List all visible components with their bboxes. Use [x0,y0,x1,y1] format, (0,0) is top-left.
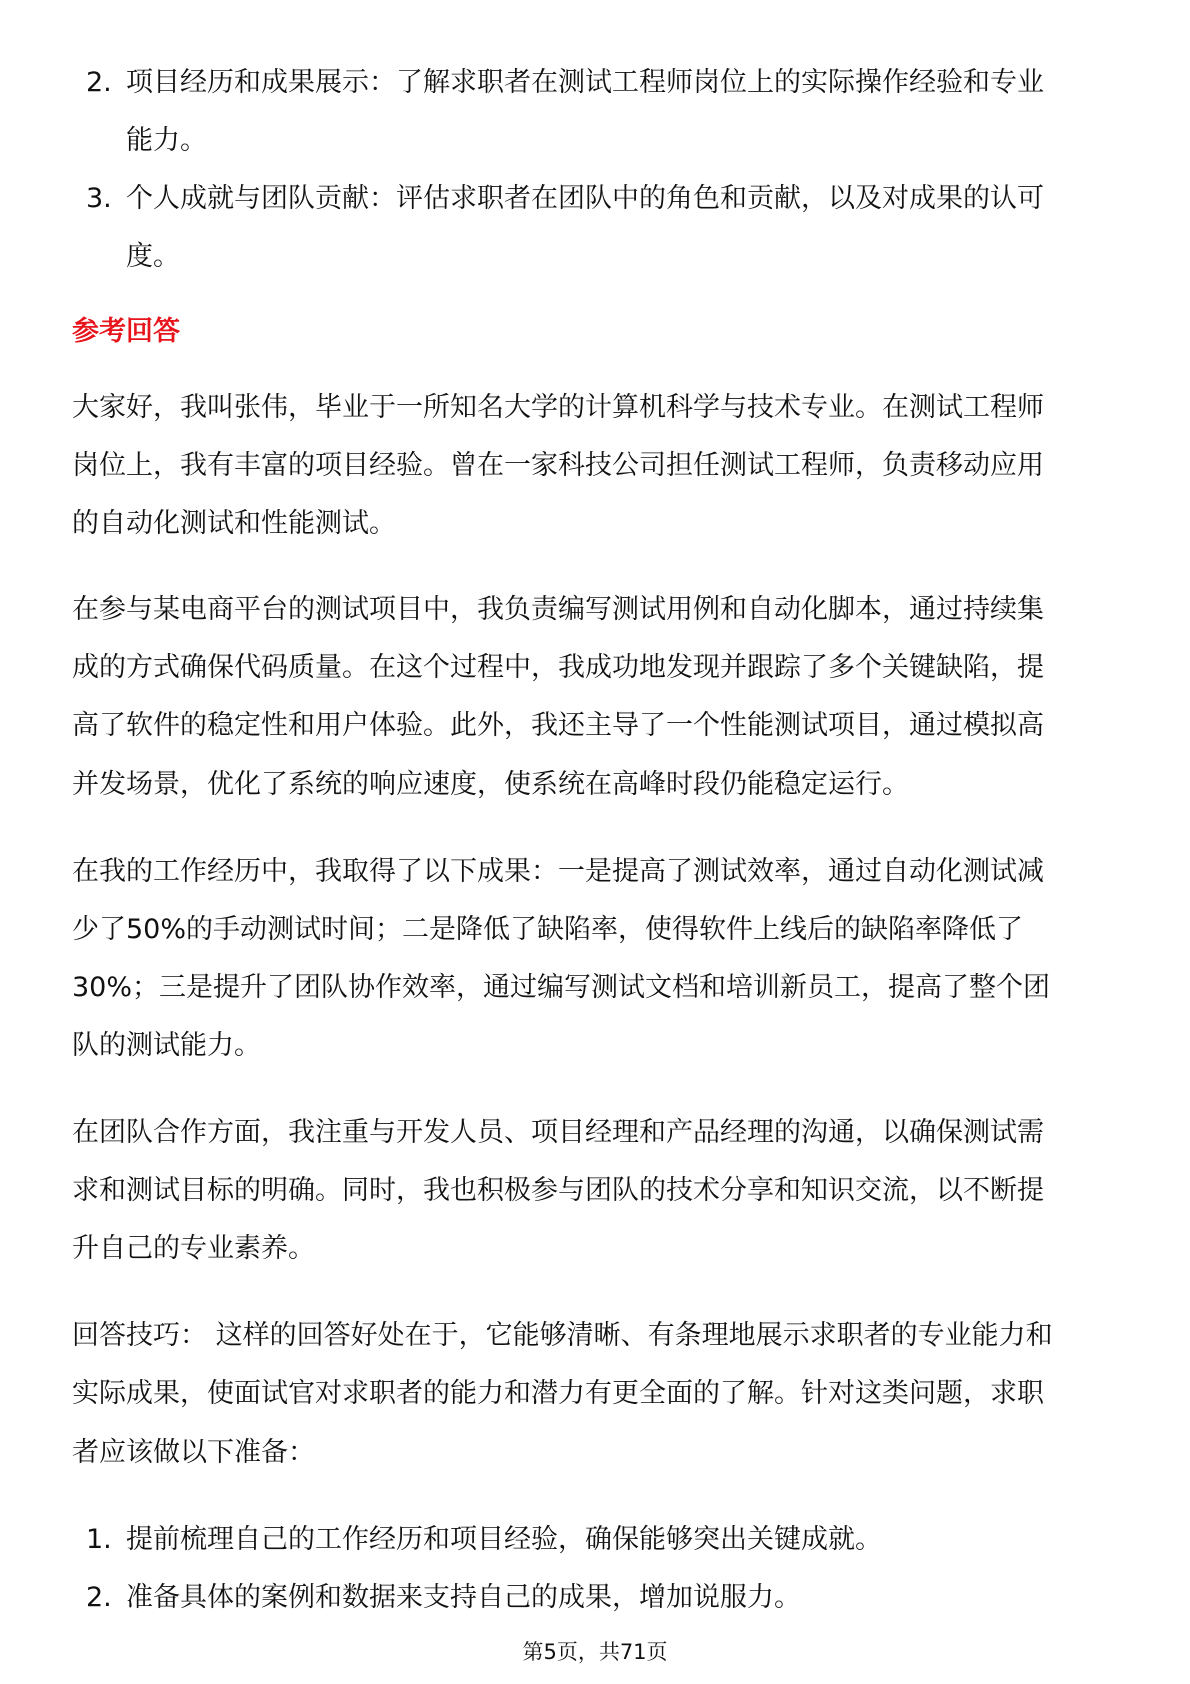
tips-line: 者应该做以下准备： [72,1437,315,1468]
list-item-line: 个人成就与团队贡献：评估求职者在团队中的角色和贡献，以及对成果的认可 [126,183,1044,214]
list-item-line: 能力。 [126,125,207,156]
paragraph-line: 大家好，我叫张伟，毕业于一所知名大学的计算机科学与技术专业。在测试工程师 [72,392,1044,423]
paragraph-line: 并发场景，优化了系统的响应速度，使系统在高峰时段仍能稳定运行。 [72,769,909,800]
paragraph-line: 在参与某电商平台的测试项目中，我负责编写测试用例和自动化脚本，通过持续集 [72,594,1044,625]
paragraph-line: 的自动化测试和性能测试。 [72,508,396,539]
paragraph-line: 成的方式确保代码质量。在这个过程中，我成功地发现并跟踪了多个关键缺陷，提 [72,652,1044,683]
list-item-text: 提前梳理自己的工作经历和项目经验，确保能够突出关键成就。 [126,1524,882,1555]
page-number: 第5页，共71页 [522,1640,668,1664]
tips-line: 实际成果，使面试官对求职者的能力和潜力有更全面的了解。针对这类问题，求职 [72,1378,1044,1409]
paragraph-line: 高了软件的稳定性和用户体验。此外，我还主导了一个性能测试项目，通过模拟高 [72,710,1044,741]
list-item-line: 度。 [126,241,180,272]
list-number: 1. [86,1524,112,1555]
paragraph-line: 在我的工作经历中，我取得了以下成果：一是提高了测试效率，通过自动化测试减 [72,856,1044,887]
list-number: 3. [86,183,112,214]
list-item-line: 项目经历和成果展示：了解求职者在测试工程师岗位上的实际操作经验和专业 [126,67,1044,98]
paragraph-line: 在团队合作方面，我注重与开发人员、项目经理和产品经理的沟通，以确保测试需 [72,1117,1044,1148]
paragraph-line: 升自己的专业素养。 [72,1233,315,1264]
list-number: 2. [86,1582,112,1613]
paragraph-line: 求和测试目标的明确。同时，我也积极参与团队的技术分享和知识交流，以不断提 [72,1175,1044,1206]
paragraph-line: 少了50%的手动测试时间；二是降低了缺陷率，使得软件上线后的缺陷率降低了 [72,914,1024,945]
section-heading: 参考回答 [72,316,180,347]
list-item-text: 准备具体的案例和数据来支持自己的成果，增加说服力。 [126,1582,801,1613]
paragraph-line: 队的测试能力。 [72,1030,261,1061]
list-number: 2. [86,67,112,98]
paragraph-line: 岗位上，我有丰富的项目经验。曾在一家科技公司担任测试工程师，负责移动应用 [72,450,1044,481]
paragraph-line: 30%；三是提升了团队协作效率，通过编写测试文档和培训新员工，提高了整个团 [72,972,1051,1003]
tips-line: 回答技巧： 这样的回答好处在于，它能够清晰、有条理地展示求职者的专业能力和 [72,1320,1053,1351]
